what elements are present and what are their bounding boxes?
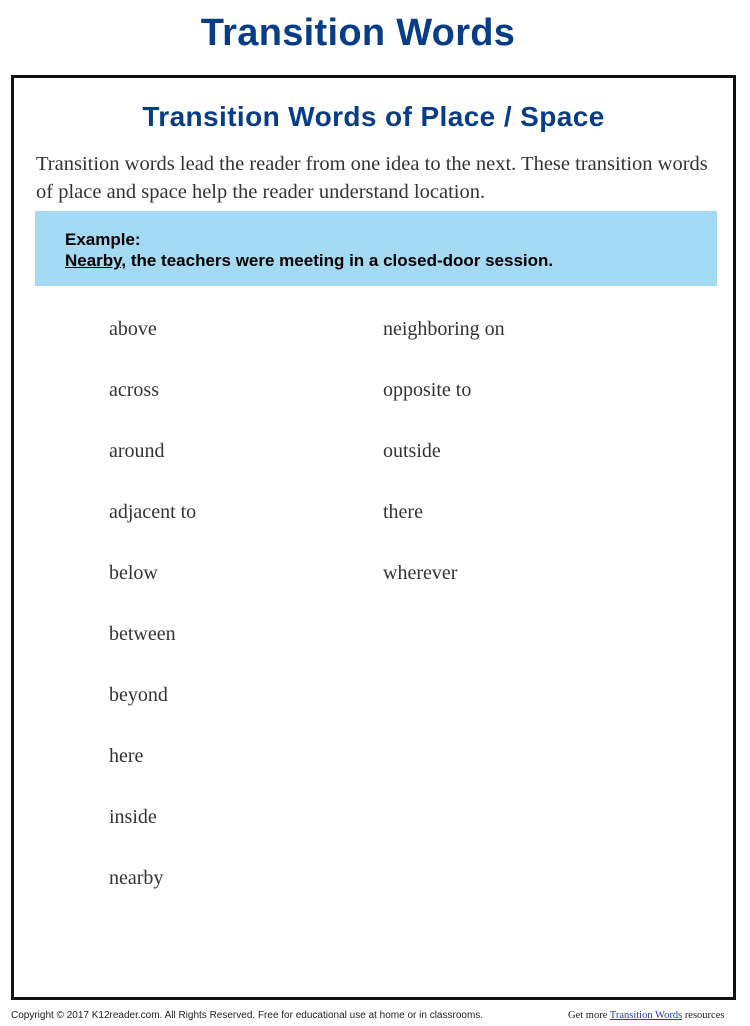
word-item: outside [383,440,441,462]
word-item: here [109,745,144,767]
word-item: between [109,623,176,645]
example-label: Example: [65,230,141,249]
word-item: adjacent to [109,501,197,523]
word-item: opposite to [383,379,472,401]
footer-more-prefix: Get more [568,1010,610,1021]
transition-words-link[interactable]: Transition Words [609,1010,683,1021]
word-item: below [109,562,158,584]
word-item: there [383,501,423,523]
word-list-left [109,319,196,929]
word-list-right [383,319,505,624]
word-item: around [109,440,165,462]
footer-more-suffix: resources [682,1010,725,1021]
word-item: above [109,318,157,340]
example-sentence [65,251,553,271]
footer-copyright: Copyright © 2017 K12reader.com. All Rights Reserved. Free for educational use at home or in classrooms. [11,1010,484,1021]
footer-more-resources [568,1010,724,1021]
word-item: beyond [109,684,168,706]
word-item: neighboring on [383,318,505,340]
example-keyword: Nearby, [65,251,127,270]
word-item: wherever [383,562,458,584]
page-title: Transition Words [200,12,516,54]
section-title: Transition Words of Place / Space [142,101,605,132]
word-item: across [109,379,159,401]
example-box [35,211,717,286]
word-item: nearby [109,867,164,889]
example-sentence-text: the teachers were meeting in a closed-door session. [126,251,554,270]
worksheet-frame [11,75,736,1000]
intro-paragraph: Transition words lead the reader from one idea to the next. These transition words of place and space help the reader understand location. [36,153,708,203]
word-item: inside [109,806,157,828]
